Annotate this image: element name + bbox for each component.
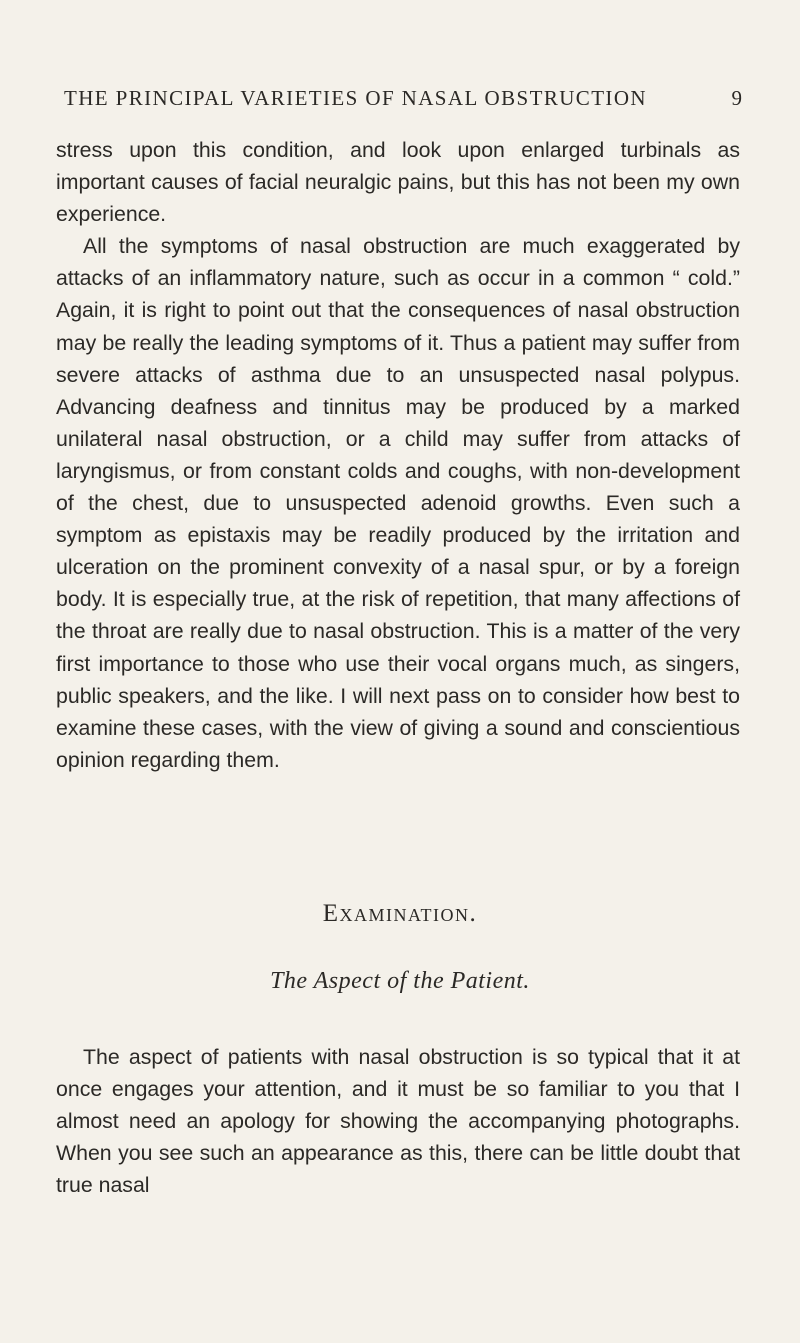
paragraph-symptoms: All the symptoms of nasal obstruction are much exaggerated by attacks of an inflammatory nature, such as occur in a common “ cold.” Again, it is right to point out that the consequences of nasal obstruction may be really the leading symptoms of it. Thus a patient may suffer from severe attacks of asthma due to an unsuspected nasal polypus. Advancing deafness and tinnitus may be produced by a marked unilateral nasal obstruction, or a child may suffer from attacks of laryngismus, or from constant colds and coughs, with non-development of the chest, due to unsuspected adenoid growths. Even such a symptom as epistaxis may be readily produced by the irritation and ulceration on the prominent convexity of a nasal spur, or by a foreign body. It is especially true, at the risk of repetition, that many affections of the throat are really due to nasal obstruction. This is a matter of the very first importance to those who use their vocal organs much, as singers, public speakers, and the like. I will next pass on to consider how best to examine these cases, with the view of giving a sound and conscientious opinion regarding them. — [56, 234, 740, 772]
body-text-section-1 — [56, 134, 740, 776]
page-header — [64, 86, 742, 116]
body-text-section-2 — [56, 1041, 740, 1201]
section-heading-examination: Examination. — [322, 900, 478, 927]
running-head: THE PRINCIPAL VARIETIES OF NASAL OBSTRUCTION — [64, 86, 647, 110]
subsection-heading-aspect: The Aspect of the Patient. — [270, 968, 530, 994]
paragraph-aspect: The aspect of patients with nasal obstruction is so typical that it at once engages your attention, and it must be so familiar to you that I almost need an apology for showing the accompanying photographs. When you see such an appearance as this, there can be little doubt that true nasal — [56, 1045, 740, 1198]
page-number: 9 — [731, 86, 742, 110]
paragraph-continued: stress upon this condition, and look upon enlarged turbinals as important causes of facial neuralgic pains, but this has not been my own experience. — [56, 138, 740, 227]
